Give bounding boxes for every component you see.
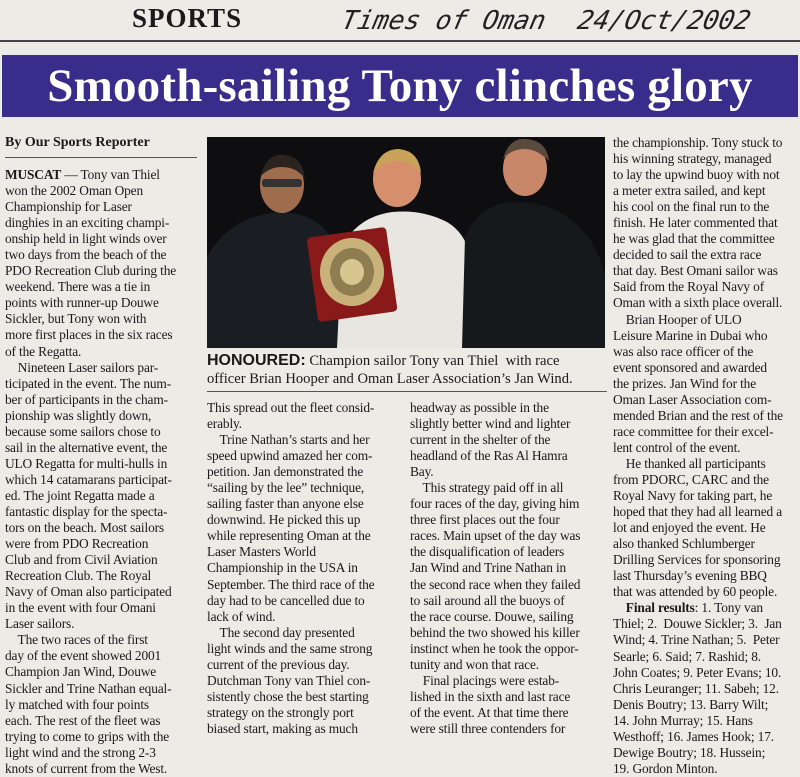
- article-photo: [207, 137, 605, 348]
- final-results-label: Final results: [625, 600, 695, 616]
- column-1-text: won the 2002 Oman Open Championship for Laser dinghies in an exciting champi- onship held in light winds over two days from the beach of the PDO Recreation Club during the weekend. There was a tie in points with runner-up Douwe Sickler, but Tony won with more first places in the six races of the Regatta. Nineteen Laser sailors par- ticipated in the event. The num- ber of participants in the cham- pionship was slightly down, because some sailors chose to sail in the alternative event, the ULO Regatta for multi-hulls in which 14 catamarans participat- ed. The joint Regatta made a fantastic display for the specta- tors on the beach. Most sailors were from PDO Recreation Club and from Civil Aviation Recreation Club. The Royal Navy of Oman also participated in the event with four Omani Laser sailors. The two races of the first day of the event showed 2001 Champion Jan Wind, Douwe Sickler and Trine Nathan equal- ly matched with four points each. The rest of the fleet was trying to come to grips with the light wind and the strong 2-3 knots of current from the West.: [5, 183, 177, 776]
- photo-caption: [207, 352, 607, 388]
- handwritten-date: 24/Oct/2002: [574, 6, 754, 36]
- lead-text: — Tony van Thiel: [61, 167, 160, 182]
- caption-rule: [207, 391, 607, 392]
- headline-banner: [2, 55, 798, 117]
- byline: By Our Sports Reporter: [5, 135, 150, 150]
- caption-text-2: officer Brian Hooper and Oman Laser Association’s Jan Wind.: [207, 371, 573, 387]
- caption-label: HONOURED:: [207, 352, 306, 369]
- photo-illustration: [207, 137, 605, 348]
- byline-rule: [5, 157, 197, 158]
- caption-text-1: Champion sailor Tony van Thiel with race: [305, 353, 560, 369]
- final-results-list: Thiel; 2. Douwe Sickler; 3. Jan Wind; 4. Trine Nathan; 5. Peter Searle; 6. Said; 7. Rashid; 8. John Coates; 9. Peter Evans; 10. Chris Leuranger; 11. Sabeh; 12. Denis Boutry; 13. Barry Wilt; 14. John Murray; 15. Hans Westhoff; 16. James Hook; 17. Dewige Boutry; 18. Hussein; 19. Gordon Minton.: [613, 616, 782, 776]
- article-column-1: [5, 167, 176, 777]
- article-column-3: headway as possible in the slightly better wind and lighter current in the shelter of the headland of the Ras Al Hamra Bay. This strategy paid off in all four races of the day, giving him three first places out the four races. Main upset of the day was the disqualification of leaders Jan Wind and Trine Nathan in the second race when they failed to sail around all the buoys of the race course. Douwe, sailing behind the two showed his killer instinct when he took the oppor- tunity and won that race. Final placings were estab- lished in the sixth and last race of the event. At that time there were still three contenders for: [410, 400, 581, 736]
- article-column-2: This spread out the fleet consid- erably. Trine Nathan’s starts and her speed upwind amazed her com- petition. Jan demonstrated the “sailing by the lee” technique, sailing faster than anyone else downwind. He picked this up while representing Oman at the Laser Masters World Championship in the USA in September. The third race of the day had to be cancelled due to lack of wind. The second day presented light winds and the same strong current of the previous day. Dutchman Tony van Thiel con- sistently chose the best starting strategy on the strongly port biased start, making as much: [207, 400, 375, 736]
- handwritten-paper-name: Times of Oman: [338, 6, 549, 36]
- top-rule: [0, 40, 800, 42]
- dateline: MUSCAT: [5, 167, 62, 182]
- final-results-first: : 1. Tony van: [694, 600, 763, 616]
- section-label: SPORTS: [132, 3, 243, 33]
- article-column-4: [613, 135, 783, 777]
- headline: Smooth-sailing Tony clinches glory: [47, 60, 753, 112]
- column-4-text: the championship. Tony stuck to his winning strategy, managed to lay the upwind buoy with not a meter extra sailed, and kept his cool on the final run to the finish. He later commented that he was glad that the committee decided to sail the extra race that day. Best Omani sailor was Said from the Royal Navy of Oman with a sixth place overall. Brian Hooper of ULO Leisure Marine in Dubai who was also race officer of the event sponsored and awarded the prizes. Jan Wind for the Oman Laser Association com- mended Brian and the rest of the race committee for their excel- lent control of the event. He thanked all participants from PDORC, CARC and the Royal Navy for taking part, he hoped that they had all learned a lot and enjoyed the event. He also thanked Schlumberger Drilling Services for sponsoring last Thursday’s evening BBQ that was attended by 60 people.: [613, 135, 783, 600]
